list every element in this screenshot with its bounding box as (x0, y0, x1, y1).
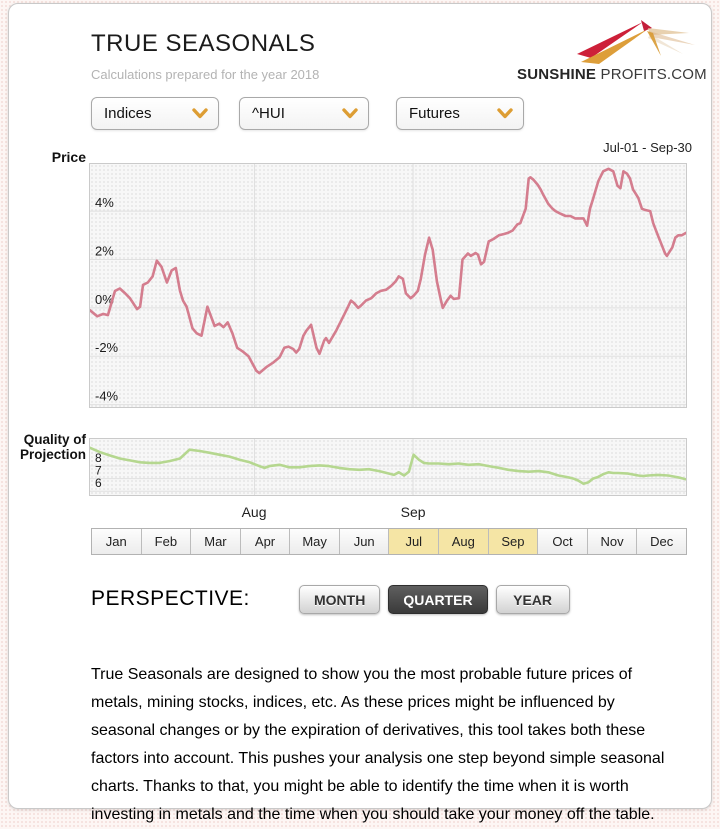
quality-axis-title-line2: Projection (19, 447, 86, 462)
svg-text:6: 6 (95, 476, 102, 491)
price-line-chart (89, 163, 687, 408)
dropdown-selected-value: Futures (409, 105, 460, 122)
month-button-nov[interactable]: Nov (588, 529, 638, 554)
month-button-oct[interactable]: Oct (538, 529, 588, 554)
sunburst-rays-svg (577, 20, 697, 64)
quality-projection-chart (89, 438, 687, 496)
true-seasonals-card (8, 3, 712, 823)
svg-text:4%: 4% (95, 195, 114, 211)
chart-svg (90, 439, 686, 495)
month-button-aug[interactable]: Aug (439, 529, 489, 554)
tool-description: True Seasonals are designed to show you the most probable future prices of metals, mining stocks, indices, etc. As these prices might be influenced by seasonal changes or by the expiration of derivatives, this tool takes both these factors into account. This pushes your analysis one step beyond simple seasonal charts. Thanks to that, you might be able to identify the time when it is worth investing in metals and the time when you should take your money off the table. (91, 666, 665, 823)
svg-text:2%: 2% (95, 243, 114, 259)
chevron-down-icon (342, 108, 358, 119)
filter-dropdown-hui[interactable] (239, 97, 369, 130)
month-button-jul[interactable]: Jul (389, 529, 439, 554)
month-button-mar[interactable]: Mar (191, 529, 241, 554)
page-title: TRUE SEASONALS (91, 30, 316, 57)
logo-text-sunshine: SUNSHINE (517, 66, 597, 83)
month-selector-row (91, 528, 687, 555)
chevron-down-icon (497, 108, 513, 119)
dropdown-selected-value: ^HUI (252, 105, 285, 122)
svg-text:7: 7 (95, 463, 102, 478)
month-button-feb[interactable]: Feb (142, 529, 192, 554)
logo-text (517, 66, 707, 83)
perspective-button-quarter[interactable]: QUARTER (388, 585, 487, 614)
price-axis-title: Price (51, 149, 86, 165)
perspective-button-year[interactable]: YEAR (496, 585, 570, 614)
x-axis-month-labels (9, 504, 713, 522)
month-button-dec[interactable]: Dec (637, 529, 686, 554)
svg-text:0%: 0% (95, 291, 114, 307)
quality-axis-title-line1: Quality of (23, 432, 86, 447)
axis-label-aug: Aug (241, 504, 267, 520)
month-button-jun[interactable]: Jun (340, 529, 390, 554)
filter-dropdowns (91, 97, 524, 130)
sunshine-profits-logo[interactable] (517, 20, 707, 83)
axis-label-sep: Sep (400, 504, 426, 520)
perspective-button-month[interactable]: MONTH (299, 585, 380, 614)
perspective-buttons (299, 585, 570, 614)
dropdown-selected-value: Indices (104, 105, 152, 122)
month-button-sep[interactable]: Sep (489, 529, 539, 554)
month-button-apr[interactable]: Apr (241, 529, 291, 554)
chevron-down-icon (192, 108, 208, 119)
svg-text:-2%: -2% (95, 340, 119, 356)
month-button-may[interactable]: May (290, 529, 340, 554)
perspective-label: PERSPECTIVE: (91, 587, 250, 610)
date-range-label: Jul-01 - Sep-30 (603, 140, 692, 155)
filter-dropdown-indices[interactable] (91, 97, 219, 130)
month-button-jan[interactable]: Jan (92, 529, 142, 554)
svg-text:8: 8 (95, 451, 102, 466)
sunburst-rays-icon (517, 20, 697, 64)
filter-dropdown-futures[interactable] (396, 97, 524, 130)
logo-text-profits: PROFITS.COM (600, 66, 707, 83)
chart-svg (90, 164, 686, 407)
page-subtitle: Calculations prepared for the year 2018 (91, 67, 320, 82)
svg-text:-4%: -4% (95, 388, 119, 404)
quality-axis-title (9, 432, 86, 462)
